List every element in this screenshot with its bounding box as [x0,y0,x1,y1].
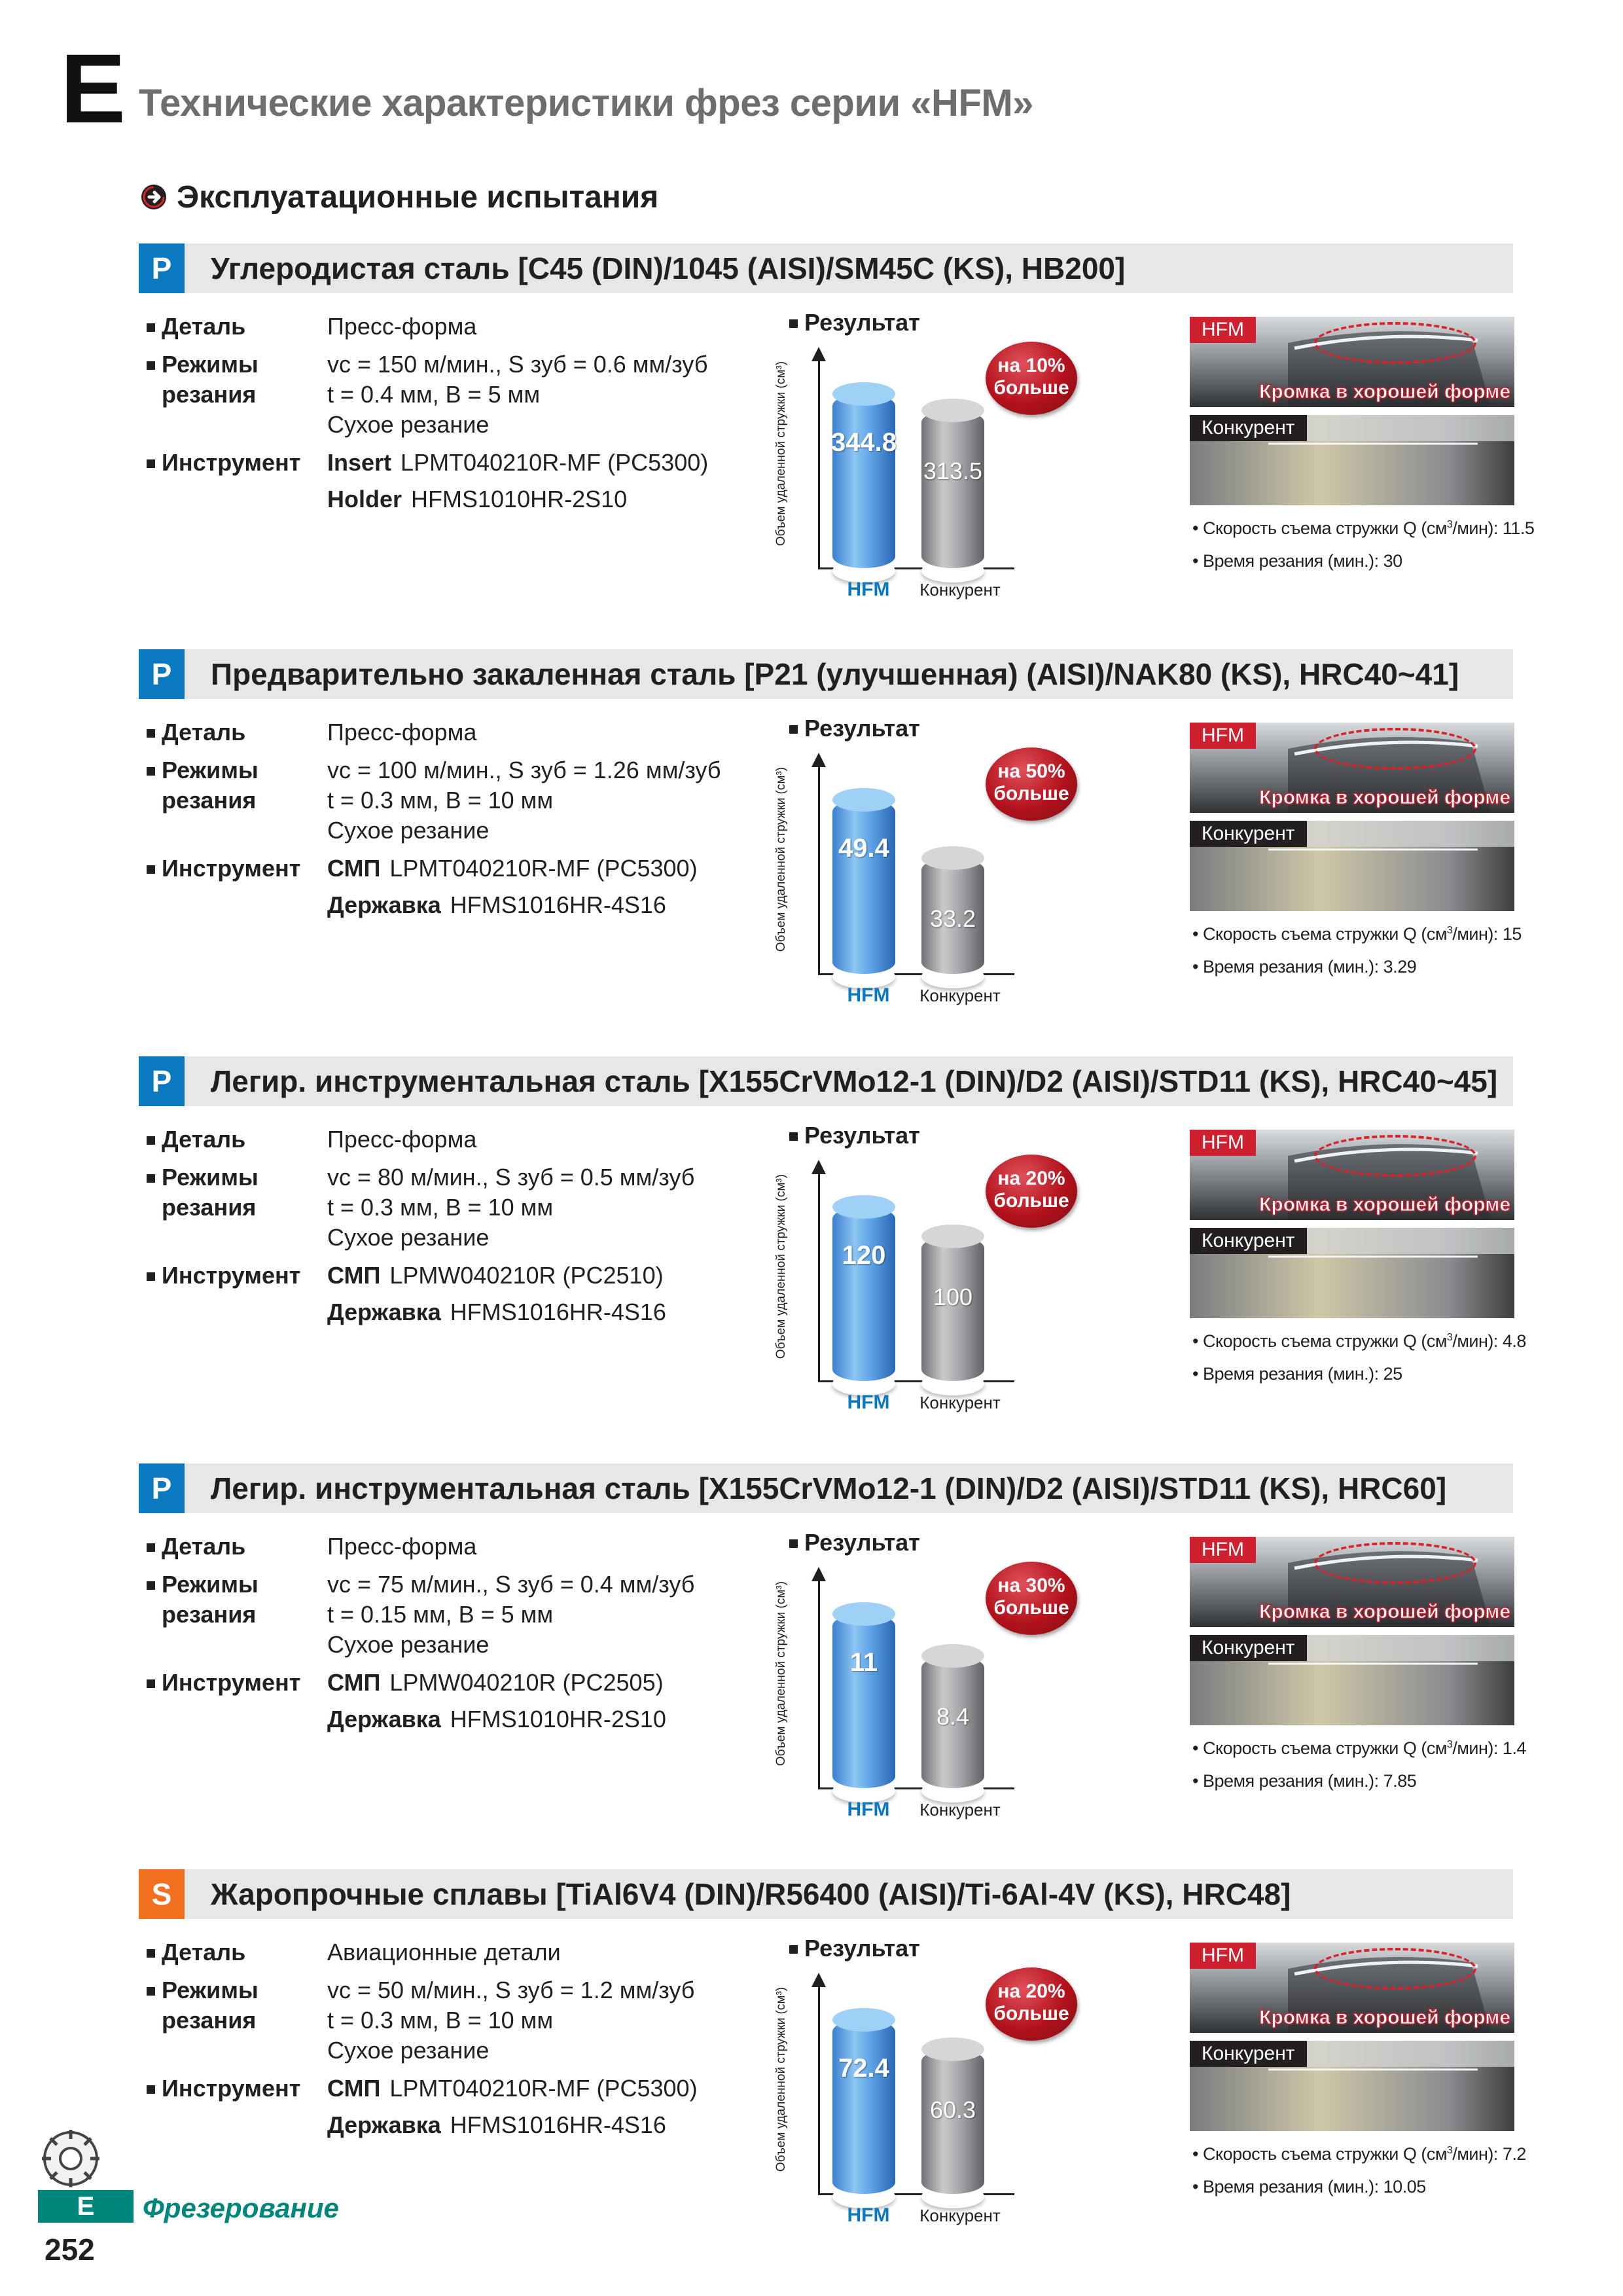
bullet-square-icon [789,1132,798,1141]
competitor-edge-photo [1190,1635,1514,1725]
bar-top [832,1195,895,1219]
tool-insert-value: LPMT040210R-MF (PC5300) [401,449,709,476]
data-label-hfm: 120 [842,1241,886,1270]
x-tick-hfm: HFM [847,1799,890,1820]
x-tick-competitor: Конкурент [919,580,1001,600]
x-tick-hfm: HFM [847,1391,890,1413]
bullet-square-icon [147,1543,155,1552]
bullet-square-icon [147,865,155,874]
material-category-badge: P [139,1056,185,1106]
bar-top [832,1602,895,1626]
tool-label: Инструмент [147,853,300,884]
y-axis-line [818,1981,820,2195]
competitor-edge-photo [1190,821,1514,911]
part-value: Пресс-форма [327,313,477,340]
part-value: Пресс-форма [327,1126,477,1153]
highlight-ellipse [1314,322,1476,364]
tool-value-1 [327,1668,664,1698]
section-title-bar [139,649,1513,699]
tool-holder-value: HFMS1010HR-2S10 [450,1706,666,1732]
chapter-letter: E [60,33,126,143]
data-label-competitor: 100 [933,1283,973,1310]
bar-top [921,846,984,870]
highlight-ellipse [1314,1542,1476,1584]
tool-label: Инструмент [147,448,300,478]
mode-value-2: t = 0.4 мм, B = 5 мм [327,381,541,408]
mode-value-3: Сухое резание [327,1631,490,1658]
material-title: Легир. инструментальная сталь [X155CrVMo12-1 (DIN)/D2 (AISI)/STD11 (KS), HRC60] [211,1471,1447,1505]
mode-value-1: vc = 150 м/мин., S зуб = 0.6 мм/зуб [327,351,708,378]
data-label-competitor: 60.3 [929,2096,976,2124]
chapter-name: Фрезерование [143,2193,339,2223]
chip-removal-rate: • Скорость съема стружки Q $(см^3/мин)$: 1.4 [1192,1738,1526,1758]
y-axis-line [818,1168,820,1382]
x-tick-competitor: Конкурент [919,1393,1001,1412]
hfm-edge-photo [1190,723,1514,813]
bar-hfm [832,1614,895,1788]
y-axis-arrow-icon [812,1567,826,1581]
bullet-square-icon [147,1949,155,1958]
section-heading-text: Эксплуатационные испытания [177,180,659,215]
part-label: Деталь [147,717,245,747]
competitor-edge-photo [1190,2041,1514,2131]
tool-label: Инструмент [147,2073,300,2104]
bar-hfm [832,394,895,568]
mode-value-3: Сухое резание [327,2037,490,2064]
y-axis-label: Объем удаленной стружки (см³) [774,1986,788,2172]
mode-value-3: Сухое резание [327,817,490,844]
test-section [139,1463,1526,1830]
hfm-edge-photo [1190,1130,1514,1220]
bullet-square-icon [147,729,155,738]
material-title: Предварительно закаленная сталь [P21 (улучшенная) (AISI)/NAK80 (KS), HRC40~41] [211,657,1459,691]
tool-insert-value: LPMW040210R (PC2510) [389,1262,664,1289]
tool-label: Инструмент [147,1668,300,1698]
test-section [139,1869,1526,2236]
good-edge-caption: Кромка в хорошей форме [1259,381,1510,403]
material-title: Углеродистая сталь [C45 (DIN)/1045 (AISI)/SM45C (KS), HB200] [211,251,1126,285]
tool-label: Инструмент [147,1261,300,1291]
modes-label: Режимы [147,1570,259,1600]
y-axis-arrow-icon [812,753,826,767]
result-label: Результат [789,1529,920,1556]
tool-insert-label: Insert [327,449,392,476]
mode-value-1: vc = 80 м/мин., S зуб = 0.5 мм/зуб [327,1164,695,1191]
bar-competitor [921,410,984,568]
tool-value-2 [327,2110,666,2140]
hfm-edge-photo [1190,1943,1514,2033]
page-number: 252 [45,2233,95,2267]
y-axis-line [818,355,820,569]
part-value: Пресс-форма [327,719,477,745]
bar-top [921,1225,984,1248]
improvement-badge: на 20% больше [986,1967,1077,2041]
y-axis-label: Объем удаленной стружки (см³) [774,361,788,547]
result-bar-chart [774,1148,1069,1423]
data-label-hfm: 344.8 [830,428,897,457]
material-category-badge: P [139,243,185,293]
tool-insert-label: СМП [327,1262,381,1289]
improvement-badge: на 30% больше [986,1562,1077,1635]
part-value: Пресс-форма [327,1533,477,1560]
hfm-tag: HFM [1190,723,1256,749]
part-value: Авиационные детали [327,1939,561,1965]
x-tick-competitor: Конкурент [919,1800,1001,1820]
bar-hfm [832,1207,895,1381]
highlight-ellipse [1314,728,1476,770]
chip-removal-rate: • Скорость съема стружки Q $(см^3/мин)$: 4.8 [1192,1331,1526,1351]
y-axis-line [818,761,820,975]
test-section [139,243,1535,610]
tool-holder-value: HFMS1016HR-4S16 [450,2111,666,2138]
good-edge-caption: Кромка в хорошей форме [1259,1194,1510,1215]
tool-value-2 [327,484,627,514]
part-label: Деталь [147,1124,245,1155]
tool-insert-value: LPMT040210R-MF (PC5300) [389,855,698,882]
tool-value-1 [327,1261,664,1291]
bullet-square-icon [789,319,798,328]
section-title-bar [139,243,1513,293]
modes-label: Режимы [147,755,259,785]
section-title-bar [139,1056,1513,1106]
cutting-time: • Время резания (мин.): 30 [1192,551,1402,571]
mode-value-3: Сухое резание [327,1224,490,1251]
bullet-square-icon [147,361,155,370]
cutting-time: • Время резания (мин.): 25 [1192,1364,1402,1384]
bullet-square-icon [147,1581,155,1590]
mode-value-1: vc = 75 м/мин., S зуб = 0.4 мм/зуб [327,1571,695,1598]
y-axis-arrow-icon [812,1160,826,1174]
bullet-square-icon [147,2085,155,2094]
hfm-tag: HFM [1190,1537,1256,1563]
tool-insert-label: СМП [327,2075,381,2102]
result-bar-chart [774,1961,1069,2236]
modes-label: Режимы [147,1162,259,1193]
bar-hfm [832,2020,895,2194]
mode-value-2: t = 0.3 мм, B = 10 мм [327,787,554,814]
result-label: Результат [789,309,920,336]
result-label: Результат [789,1935,920,1962]
cutting-time: • Время резания (мин.): 3.29 [1192,957,1417,977]
tool-insert-value: LPMT040210R-MF (PC5300) [389,2075,698,2102]
modes-label-2: резания [162,1601,257,1628]
highlight-ellipse [1314,1135,1476,1177]
part-label: Деталь [147,1532,245,1562]
material-category-badge: P [139,1463,185,1513]
result-bar-chart [774,1555,1069,1830]
data-label-hfm: 49.4 [838,834,889,863]
mode-value-3: Сухое резание [327,411,490,438]
test-section [139,1056,1526,1423]
material-category-badge: S [139,1869,185,1919]
mode-value-2: t = 0.3 мм, B = 10 мм [327,2007,554,2034]
hfm-tag: HFM [1190,1130,1256,1156]
competitor-tag: Конкурент [1190,821,1307,847]
data-label-hfm: 11 [849,1648,878,1677]
tool-value-2 [327,1297,666,1327]
highlight-ellipse [1314,1948,1476,1990]
bullet-square-icon [789,1539,798,1548]
x-tick-hfm: HFM [847,984,890,1006]
tool-holder-value: HFMS1010HR-2S10 [411,486,628,512]
bar-top [921,399,984,422]
tool-holder-label: Holder [327,486,402,512]
y-axis-label: Объем удаленной стружки (см³) [774,766,788,952]
tool-value-1 [327,448,708,478]
improvement-badge: на 20% больше [986,1155,1077,1228]
competitor-tag: Конкурент [1190,1635,1307,1661]
bullet-square-icon [147,767,155,776]
section-title-bar [139,1463,1513,1513]
tool-value-1 [327,853,698,884]
tool-value-2 [327,890,666,920]
tool-insert-label: СМП [327,1669,381,1696]
tool-holder-value: HFMS1016HR-4S16 [450,1299,666,1325]
x-tick-hfm: HFM [847,2204,890,2226]
bar-top [832,382,895,406]
tool-insert-label: СМП [327,855,381,882]
bullet-square-icon [147,1174,155,1183]
bullet-square-icon [147,1136,155,1145]
bullet-square-icon [789,1945,798,1954]
competitor-tag: Конкурент [1190,415,1307,441]
competitor-edge-photo [1190,415,1514,505]
tool-value-1 [327,2073,698,2104]
data-label-competitor: 313.5 [923,457,983,484]
cutting-time: • Время резания (мин.): 7.85 [1192,1771,1417,1791]
bullet-square-icon [147,1272,155,1281]
improvement-badge: на 10% больше [986,342,1077,415]
test-section [139,649,1522,1016]
bullet-square-icon [147,1987,155,1996]
modes-label-2: резания [162,1194,257,1221]
data-label-competitor: 8.4 [936,1702,970,1730]
tool-holder-label: Державка [327,1299,441,1325]
modes-label-2: резания [162,381,257,408]
y-axis-label: Объем удаленной стружки (см³) [774,1581,788,1767]
result-label: Результат [789,1122,920,1149]
tool-holder-label: Державка [327,891,441,918]
hfm-tag: HFM [1190,1943,1256,1969]
tool-insert-value: LPMW040210R (PC2505) [389,1669,664,1696]
cutting-time: • Время резания (мин.): 10.05 [1192,2177,1426,2197]
bullet-square-icon [147,1679,155,1688]
section-title-bar [139,1869,1513,1919]
bar-top [832,788,895,812]
x-tick-competitor: Конкурент [919,2206,1001,2225]
x-tick-competitor: Конкурент [919,986,1001,1005]
competitor-tag: Конкурент [1190,2041,1307,2067]
chip-removal-rate: • Скорость съема стружки Q $(см^3/мин)$: 11.5 [1192,518,1535,538]
tool-holder-value: HFMS1016HR-4S16 [450,891,666,918]
good-edge-caption: Кромка в хорошей форме [1259,1601,1510,1623]
material-title: Легир. инструментальная сталь [X155CrVMo12-1 (DIN)/D2 (AISI)/STD11 (KS), HRC40~45] [211,1064,1498,1098]
tool-holder-label: Державка [327,2111,441,2138]
competitor-tag: Конкурент [1190,1228,1307,1254]
hfm-edge-photo [1190,317,1514,407]
material-category-badge: P [139,649,185,699]
bar-top [921,1644,984,1668]
good-edge-caption: Кромка в хорошей форме [1259,787,1510,808]
bar-top [921,2037,984,2061]
modes-label-2: резания [162,787,257,814]
modes-label: Режимы [147,1975,259,2005]
bullet-square-icon [147,323,155,332]
hfm-tag: HFM [1190,317,1256,343]
mode-value-1: vc = 50 м/мин., S зуб = 1.2 мм/зуб [327,1977,695,2003]
good-edge-caption: Кромка в хорошей форме [1259,2007,1510,2028]
competitor-edge-photo [1190,1228,1514,1318]
part-label: Деталь [147,1937,245,1967]
y-axis-label: Объем удаленной стружки (см³) [774,1174,788,1359]
chip-removal-rate: • Скорость съема стружки Q $(см^3/мин)$: 15 [1192,924,1522,944]
mode-value-2: t = 0.3 мм, B = 10 мм [327,1194,554,1221]
mode-value-1: vc = 100 м/мин., S зуб = 1.26 мм/зуб [327,757,721,783]
result-label: Результат [789,715,920,742]
material-title: Жаропрочные сплавы [TiAl6V4 (DIN)/R56400 (AISI)/Ti-6Al-4V (KS), HRC48] [211,1877,1291,1911]
arrow-circle-icon [141,185,166,209]
x-tick-hfm: HFM [847,579,890,600]
milling-cutter-logo [39,2127,102,2190]
result-bar-chart [774,335,1069,610]
modes-label: Режимы [147,350,259,380]
y-axis-line [818,1575,820,1789]
chapter-tab: E [38,2190,134,2223]
bullet-square-icon [147,459,155,468]
data-label-competitor: 33.2 [929,905,976,932]
y-axis-arrow-icon [812,1973,826,1987]
modes-label-2: резания [162,2007,257,2034]
y-axis-arrow-icon [812,347,826,361]
bullet-square-icon [789,725,798,734]
improvement-badge: на 50% больше [986,747,1077,821]
chip-removal-rate: • Скорость съема стружки Q $(см^3/мин)$: 7.2 [1192,2144,1526,2164]
result-bar-chart [774,741,1069,1016]
data-label-hfm: 72.4 [838,2054,889,2083]
bar-top [832,2008,895,2032]
tool-holder-label: Державка [327,1706,441,1732]
tool-value-2 [327,1704,666,1734]
page-title: Технические характеристики фрез серии «HFM» [139,82,1033,124]
bar-hfm [832,800,895,974]
part-label: Деталь [147,312,245,342]
hfm-edge-photo [1190,1537,1514,1627]
mode-value-2: t = 0.15 мм, B = 5 мм [327,1601,554,1628]
